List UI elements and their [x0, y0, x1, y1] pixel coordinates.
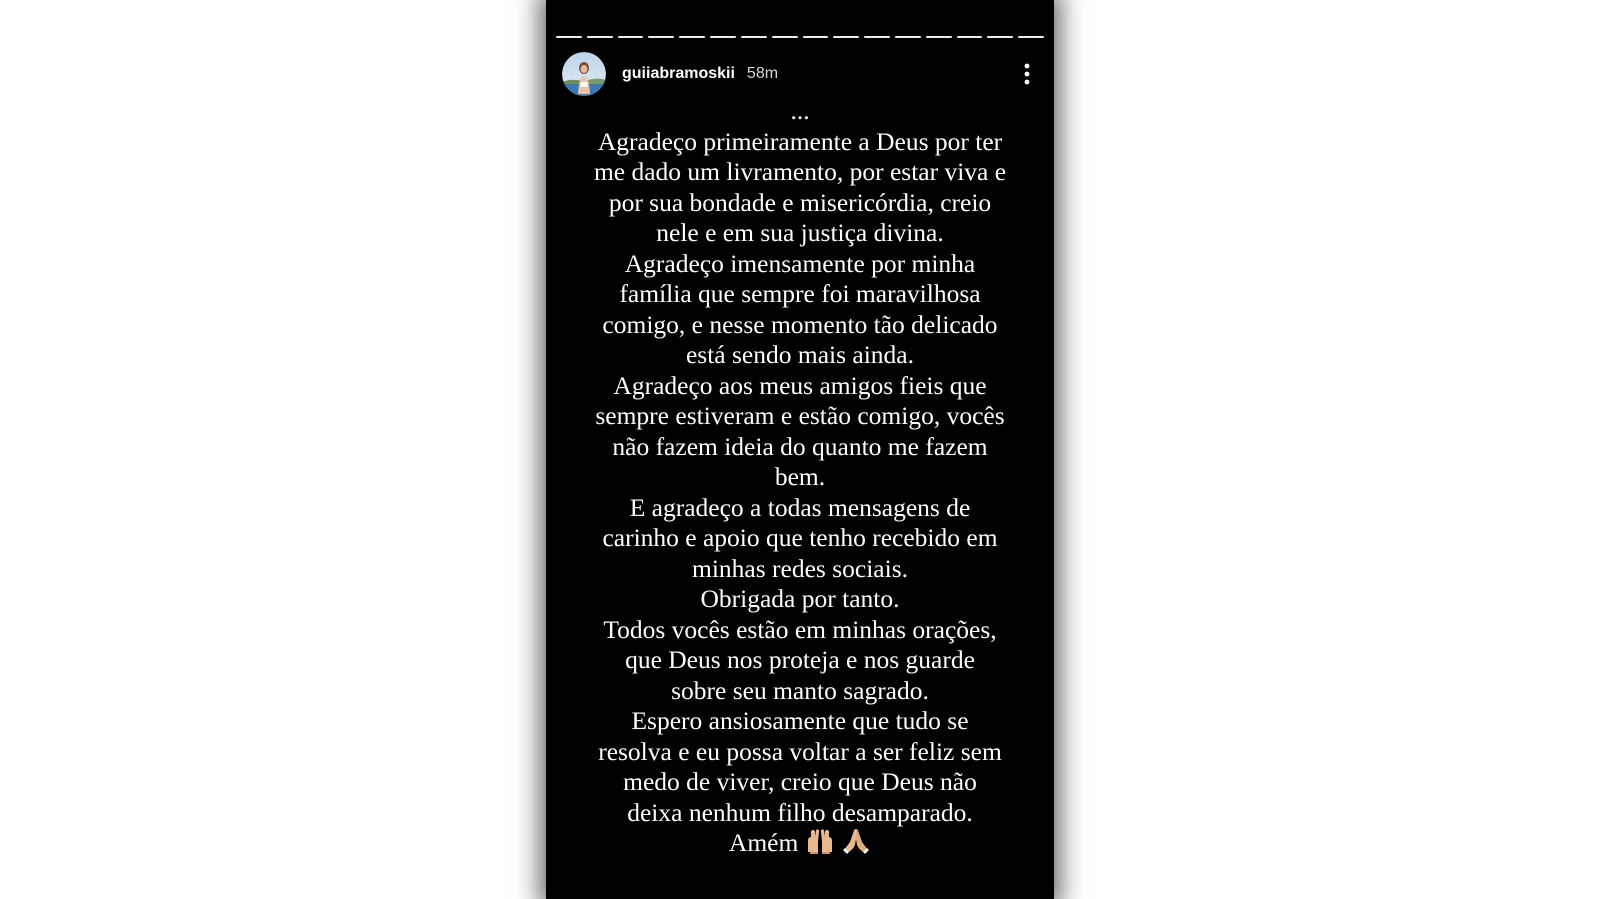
progress-segment	[587, 36, 613, 38]
message-line: Agradeço aos meus amigos fieis que	[613, 370, 987, 400]
message-line: ...	[790, 96, 810, 125]
message-line: minhas redes sociais.	[692, 553, 908, 583]
username[interactable]: guiiabramoskii	[622, 65, 735, 82]
closing-word: Amém	[728, 828, 799, 857]
progress-segment	[1018, 36, 1044, 38]
progress-segment	[987, 36, 1013, 38]
message-line: deixa nenhum filho desamparado.	[627, 797, 973, 827]
message-line: está sendo mais ainda.	[685, 340, 915, 369]
message-line: me dado um livramento, por estar viva e	[593, 157, 1007, 186]
message-line: sobre seu manto sagrado.	[671, 675, 929, 705]
raising-hands-icon	[805, 828, 835, 862]
progress-segment	[957, 36, 983, 38]
progress-segment	[803, 36, 829, 38]
message-line: que Deus nos proteja e nos guarde	[625, 645, 975, 674]
story-viewer[interactable]	[546, 0, 1054, 899]
message-line: nele e em sua justiça divina.	[656, 218, 944, 247]
progress-segment	[926, 36, 952, 38]
message-line: Espero ansiosamente que tudo se	[631, 706, 969, 735]
message-line: resolva e eu possa voltar a ser feliz sem	[598, 736, 1002, 766]
message-line: Todos vocês estão em minhas orações,	[603, 614, 997, 644]
folded-hands-icon	[841, 828, 871, 862]
progress-segment	[772, 36, 798, 38]
message-line: família que sempre foi maravilhosa	[619, 279, 981, 308]
message-line: por sua bondade e misericórdia, creio	[608, 187, 992, 217]
progress-segment	[556, 36, 582, 38]
message-line: Agradeço imensamente por minha	[624, 248, 976, 278]
progress-segment	[741, 36, 767, 38]
user-avatar[interactable]	[562, 52, 606, 96]
message-line: não fazem ideia do quanto me fazem	[612, 431, 988, 461]
story-header	[562, 52, 1038, 96]
message-line: carinho e apoio que tenho recebido em	[602, 523, 998, 552]
profile-photo-avatar-icon	[562, 52, 606, 96]
story-text-message	[560, 96, 1040, 862]
progress-segment	[618, 36, 644, 38]
progress-segment	[679, 36, 705, 38]
message-line: Obrigada por tanto.	[700, 584, 900, 613]
message-line: comigo, e nesse momento tão delicado	[602, 309, 998, 339]
progress-segment	[648, 36, 674, 38]
progress-segment	[895, 36, 921, 38]
message-line: sempre estiveram e estão comigo, vocês	[595, 401, 1005, 430]
post-time: 58m	[746, 65, 779, 82]
message-line: E agradeço a todas mensagens de	[629, 492, 971, 522]
closing-line	[560, 828, 1040, 862]
message-line: bem.	[774, 462, 826, 491]
story-progress-bar	[556, 36, 1044, 39]
message-line: Agradeço primeiramente a Deus por ter	[597, 126, 1003, 156]
progress-segment	[864, 36, 890, 38]
more-options-button[interactable]	[1016, 59, 1038, 89]
more-options-vertical-dots-icon	[1024, 63, 1030, 85]
message-line: medo de viver, creio que Deus não	[623, 767, 977, 796]
progress-segment	[833, 36, 859, 38]
progress-segment	[710, 36, 736, 38]
